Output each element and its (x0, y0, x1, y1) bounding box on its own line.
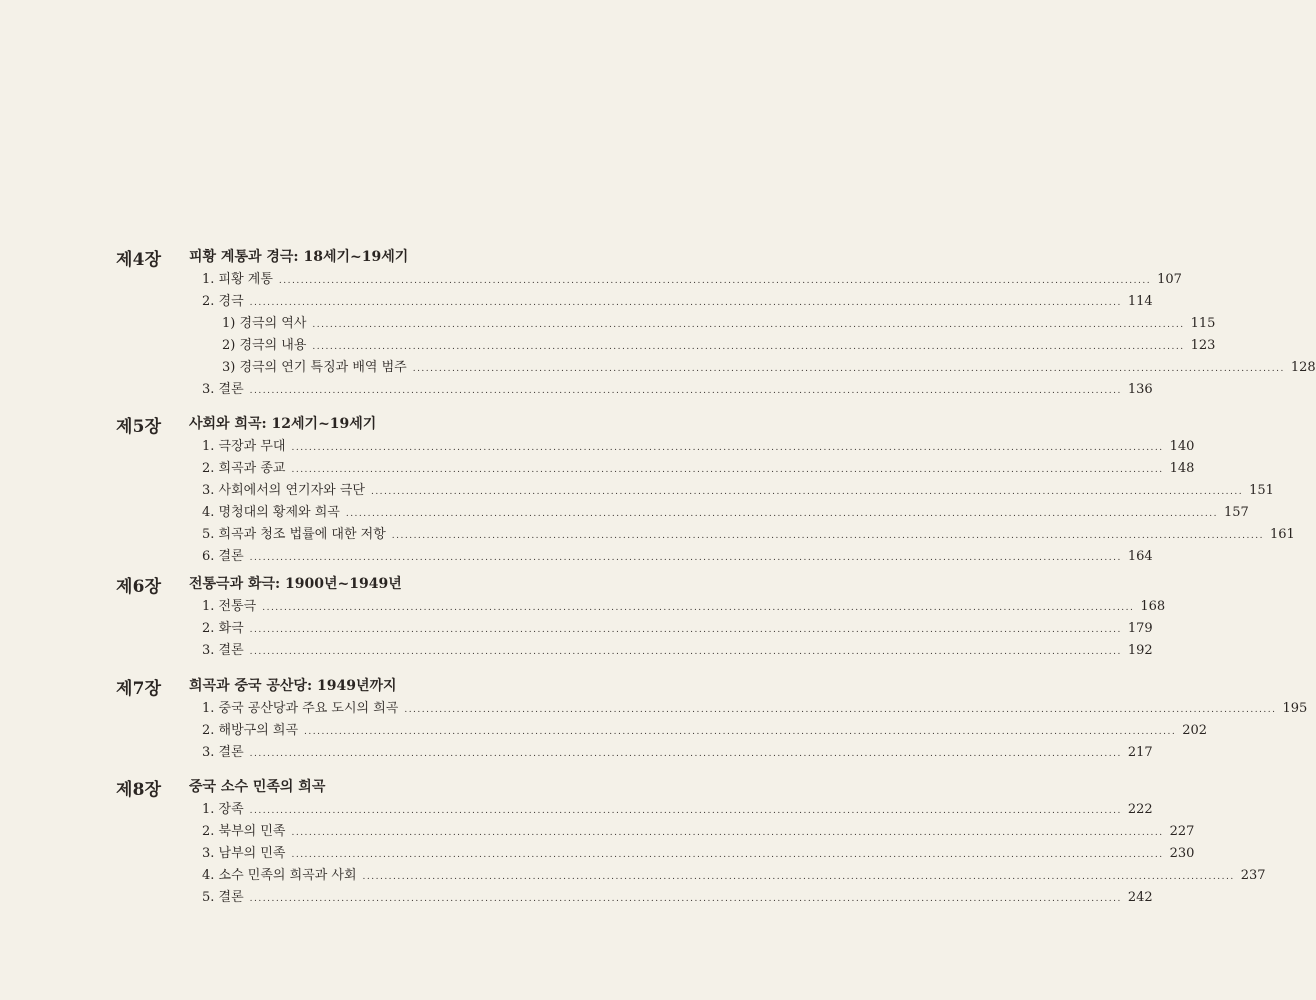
chapter-8 (116, 775, 1266, 909)
toc-entry[interactable] (116, 865, 1266, 887)
toc-entry[interactable] (116, 524, 1295, 546)
chapter-heading (116, 412, 546, 436)
chapter-7 (116, 674, 1308, 764)
entry-label: 2) 경극의 내용 (222, 338, 307, 353)
entry-page: 157 (1224, 505, 1249, 520)
toc-entry[interactable] (116, 843, 1195, 865)
toc-entry[interactable] (116, 291, 1153, 313)
entry-label: 1. 전통극 (202, 599, 257, 614)
leader-dots: ........................................................................................................................................................................................................ (291, 850, 1164, 860)
chapter-number: 제8장 (116, 780, 162, 800)
entry-page: 128 (1290, 360, 1316, 375)
leader-dots: ........................................................................................................................................................................................................ (249, 625, 1122, 635)
toc-entry[interactable] (116, 502, 1249, 524)
toc-entry[interactable] (116, 357, 1316, 379)
toc-entry[interactable] (116, 480, 1274, 502)
leader-dots: ........................................................................................................................................................................................................ (262, 603, 1135, 613)
chapter-entries (116, 436, 1295, 568)
chapter-entries (116, 799, 1266, 909)
leader-dots: ........................................................................................................................................................................................................ (304, 727, 1177, 737)
chapter-heading (116, 674, 546, 698)
entry-label: 1. 중국 공산당과 주요 도시의 희곡 (202, 701, 399, 716)
entry-label: 1. 피황 계통 (202, 272, 273, 287)
entry-page: 148 (1169, 461, 1195, 476)
leader-dots: ........................................................................................................................................................................................................ (249, 298, 1122, 308)
entry-label: 3) 경극의 연기 특징과 배역 범주 (222, 360, 407, 375)
toc-entry[interactable] (116, 458, 1195, 480)
leader-dots: ........................................................................................................................................................................................................ (249, 553, 1122, 563)
entry-page: 123 (1190, 338, 1216, 353)
entry-label: 3. 결론 (202, 745, 244, 760)
entry-label: 3. 결론 (202, 643, 244, 658)
toc-entry[interactable] (116, 379, 1153, 401)
entry-label: 4. 명청대의 황제와 희곡 (202, 505, 340, 520)
toc-entry[interactable] (116, 436, 1195, 458)
entry-page: 136 (1127, 382, 1153, 397)
toc-entry[interactable] (116, 698, 1308, 720)
leader-dots: ........................................................................................................................................................................................................ (249, 749, 1122, 759)
chapter-title: 중국 소수 민족의 희곡 (189, 779, 326, 795)
leader-dots: ........................................................................................................................................................................................................ (312, 320, 1185, 330)
leader-dots: ........................................................................................................................................................................................................ (249, 647, 1122, 657)
toc-entry[interactable] (116, 720, 1208, 742)
leader-dots: ........................................................................................................................................................................................................ (345, 509, 1218, 519)
entry-label: 5. 희곡과 청조 법률에 대한 저항 (202, 527, 386, 542)
chapter-number: 제5장 (116, 417, 162, 437)
leader-dots: ........................................................................................................................................................................................................ (249, 386, 1122, 396)
chapter-number: 제4장 (116, 250, 162, 270)
entry-label: 4. 소수 민족의 희곡과 사회 (202, 868, 357, 883)
toc-entry[interactable] (116, 742, 1153, 764)
chapter-entries (116, 596, 1166, 662)
leader-dots: ........................................................................................................................................................................................................ (370, 487, 1244, 497)
leader-dots: ........................................................................................................................................................................................................ (312, 342, 1185, 352)
toc-entry[interactable] (116, 313, 1216, 335)
toc-entry[interactable] (116, 821, 1195, 843)
entry-page: 237 (1240, 868, 1266, 883)
leader-dots: ........................................................................................................................................................................................................ (412, 364, 1285, 374)
entry-page: 161 (1269, 527, 1295, 542)
entry-page: 107 (1157, 272, 1182, 287)
entry-label: 3. 사회에서의 연기자와 극단 (202, 483, 365, 498)
leader-dots: ........................................................................................................................................................................................................ (404, 705, 1277, 715)
chapter-5 (116, 412, 1295, 568)
entry-page: 192 (1127, 643, 1153, 658)
entry-page: 115 (1190, 316, 1216, 331)
toc-entry[interactable] (116, 618, 1153, 640)
toc-entry[interactable] (116, 596, 1166, 618)
entry-page: 114 (1127, 294, 1153, 309)
leader-dots: ........................................................................................................................................................................................................ (291, 443, 1164, 453)
leader-dots: ........................................................................................................................................................................................................ (291, 828, 1164, 838)
chapter-heading (116, 245, 546, 269)
entry-label: 2. 해방구의 희곡 (202, 723, 299, 738)
entry-page: 168 (1140, 599, 1166, 614)
entry-page: 242 (1127, 890, 1153, 905)
entry-label: 1) 경극의 역사 (222, 316, 307, 331)
leader-dots: ........................................................................................................................................................................................................ (391, 531, 1264, 541)
chapter-entries (116, 269, 1316, 401)
entry-page: 227 (1169, 824, 1195, 839)
chapter-title: 희곡과 중국 공산당: 1949년까지 (189, 678, 397, 694)
chapter-4 (116, 245, 1316, 401)
entry-page: 140 (1169, 439, 1195, 454)
leader-dots: ........................................................................................................................................................................................................ (362, 872, 1235, 882)
entry-page: 195 (1282, 701, 1308, 716)
entry-label: 1. 극장과 무대 (202, 439, 286, 454)
entry-page: 230 (1169, 846, 1195, 861)
toc-entry[interactable] (116, 335, 1216, 357)
entry-label: 6. 결론 (202, 549, 244, 564)
toc-entry[interactable] (116, 799, 1153, 821)
entry-label: 5. 결론 (202, 890, 244, 905)
entry-label: 2. 북부의 민족 (202, 824, 286, 839)
chapter-entries (116, 698, 1308, 764)
leader-dots: ........................................................................................................................................................................................................ (278, 276, 1152, 286)
toc-entry[interactable] (116, 887, 1153, 909)
entry-label: 3. 결론 (202, 382, 244, 397)
chapter-title: 전통극과 화극: 1900년~1949년 (189, 576, 402, 592)
chapter-title: 사회와 희곡: 12세기~19세기 (189, 416, 377, 432)
entry-page: 222 (1127, 802, 1153, 817)
entry-page: 179 (1127, 621, 1153, 636)
entry-label: 3. 남부의 민족 (202, 846, 286, 861)
chapter-heading (116, 775, 546, 799)
chapter-number: 제6장 (116, 577, 162, 597)
toc-entry[interactable] (116, 269, 1182, 291)
leader-dots: ........................................................................................................................................................................................................ (291, 465, 1164, 475)
entry-page: 164 (1127, 549, 1153, 564)
leader-dots: ........................................................................................................................................................................................................ (249, 894, 1122, 904)
chapter-title: 피황 계통과 경극: 18세기~19세기 (189, 249, 409, 265)
entry-label: 2. 경극 (202, 294, 244, 309)
entry-label: 2. 희곡과 종교 (202, 461, 286, 476)
toc-entry[interactable] (116, 546, 1153, 568)
chapter-6 (116, 572, 1166, 662)
entry-label: 2. 화극 (202, 621, 244, 636)
entry-page: 202 (1182, 723, 1208, 738)
entry-page: 217 (1127, 745, 1153, 760)
chapter-number: 제7장 (116, 679, 162, 699)
leader-dots: ........................................................................................................................................................................................................ (249, 806, 1122, 816)
entry-label: 1. 장족 (202, 802, 244, 817)
toc-entry[interactable] (116, 640, 1153, 662)
entry-page: 151 (1249, 483, 1274, 498)
chapter-heading (116, 572, 546, 596)
